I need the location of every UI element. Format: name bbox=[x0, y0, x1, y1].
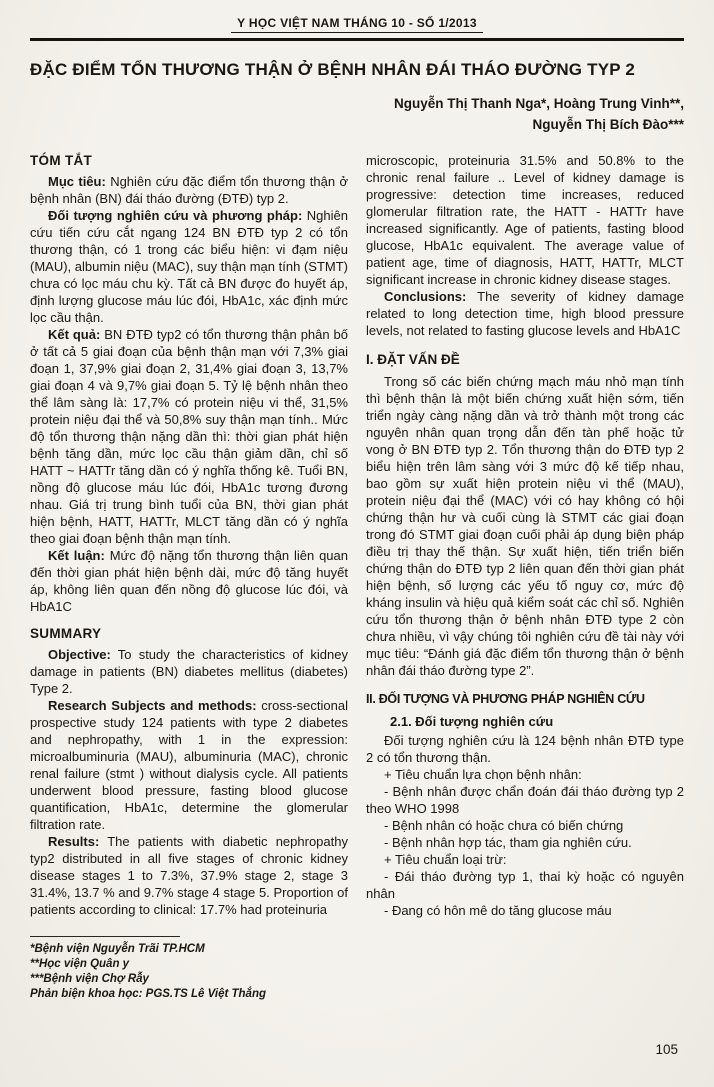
paragraph-text: To study the characteristics of kidney damage in patients (BN) diabetes mellitus (diabetes) Type 2. bbox=[30, 647, 348, 697]
footnote-affiliation-1: *Bệnh viện Nguyễn Trãi TP.HCM bbox=[30, 943, 205, 956]
paragraph-ket-luan bbox=[30, 547, 348, 615]
page-header bbox=[30, 14, 684, 33]
article-title: ĐẶC ĐIỂM TỔN THƯƠNG THẬN Ở BỆNH NHÂN ĐÁI THÁO ĐƯỜNG TYP 2 bbox=[30, 60, 636, 79]
header-rule bbox=[30, 38, 684, 41]
paragraph-summary-continuation: microscopic, proteinuria 31.5% and 50.8% to the chronic renal failure .. Level of kidney damage is progressive: detection time increases, reduced glomerular filtration rate, the HATT - HATTr have increased significantly. Age of patients, fasting blood glucose, HbA1c equivalent. The average value of patient age, time of diagnosis, HATT, HATTr, MLCT significant increase in chronic kidney disease stages. bbox=[366, 153, 684, 288]
list-item-exclusion-header: + Tiêu chuẩn loại trừ: bbox=[384, 852, 507, 868]
paragraph-text: The severity of kidney damage related to long detection time, high blood pressure levels, not related to fasting glucose levels and HbA1C bbox=[366, 289, 684, 339]
list-item-criteria-2: - Bệnh nhân có hoặc chưa có biến chứng bbox=[384, 818, 624, 834]
list-item-criteria-header: + Tiêu chuẩn lựa chọn bệnh nhân: bbox=[384, 767, 582, 783]
paragraph-lead: Objective: bbox=[48, 647, 111, 663]
footnote-review-note: Phản biện khoa học: PGS.TS Lê Việt Thắng bbox=[30, 988, 266, 1001]
paragraph-doi-tuong bbox=[30, 207, 348, 326]
paragraph-text: Mức độ nặng tổn thương thận liên quan đến thời gian phát hiện bệnh dài, mức độ tăng huyết áp, không liên quan đến nồng độ glucose lúc đói, và HbA1C bbox=[30, 548, 348, 615]
paragraph-lead: Results: bbox=[48, 834, 100, 850]
paragraph-ket-qua bbox=[30, 326, 348, 547]
heading-doi-tuong-phuong-phap: II. ĐỐI TƯỢNG VÀ PHƯƠNG PHÁP NGHIÊN CỨU bbox=[366, 692, 645, 707]
right-column bbox=[366, 152, 684, 1002]
page-number: 105 bbox=[655, 1042, 678, 1057]
list-item-criteria-1: - Bệnh nhân được chẩn đoán đái tháo đường typ 2 theo WHO 1998 bbox=[366, 784, 684, 817]
paragraph-muc-tieu bbox=[30, 173, 348, 207]
paragraph-results bbox=[30, 833, 348, 918]
paragraph-text: cross-sectional prospective study 124 patients with type 2 diabetes and nephropathy, with 1 in the expression: microalbuminuria (MAU), albuminuria (MAC), chronic renal failure (stmt ) without dialysis cycle. All patients underwent blood pressure, fasting blood glucose quantification, HbA1c, determine the glomerular filtration rate. bbox=[30, 698, 348, 833]
heading-dat-van-de: I. ĐẶT VẤN ĐỀ bbox=[366, 352, 460, 368]
heading-summary: SUMMARY bbox=[30, 626, 102, 642]
paragraph-text: The patients with diabetic nephropathy typ2 distributed in all five stages of chronic kidney disease stages 1 to 7.3%, 37.9% stage 2, stage 3 31.4%, 13.7 % and 9.7% stage 4 stage 5. Proportion of patients according to clinical: 17.7% had proteinuria bbox=[30, 834, 348, 918]
paragraph-text: Nghiên cứu đặc điểm tổn thương thận ở bệnh nhân (BN) đái tháo đường (ĐTĐ) typ 2. bbox=[30, 174, 348, 207]
paragraph-lead: Mục tiêu: bbox=[48, 174, 106, 190]
paragraph-lead: Conclusions: bbox=[384, 289, 467, 305]
list-item-criteria-3: - Bệnh nhân hợp tác, tham gia nghiên cứu. bbox=[384, 835, 632, 851]
paragraph-lead: Research Subjects and methods: bbox=[48, 698, 257, 714]
paragraph-objective bbox=[30, 646, 348, 697]
paragraph-text: BN ĐTĐ typ2 có tổn thương thận phân bố ở tất cả 5 giai đoạn của bệnh thận mạn với 7,3% giai đoạn 1, 37,9% giai đoạn 2, 31,4% giai đoạn 3, 13,7% giai đoạn 4 và 9,7% giai đoạn 5. Tỷ lệ bệnh nhân theo thể lâm sàng là: 17,7% có protein niệu vi thể, 31,5% protein niệu đại thể và 50,8% suy thận mạn tính.. Mức độ tổn thương thận nặng dần thì: thời gian phát hiện bệnh tăng dần, mức lọc cầu thận giảm dần, chỉ số HATT ~ HATTr tăng dần có ý nghĩa thống kê. Tuổi BN, nồng độ glucose máu lúc đói, HbA1c tương đương nhau. Giá trị trung bình tuổi của BN, thời gian phát hiện bệnh, HATT, HATTr, MLCT tăng dần có ý nghĩa theo giai đoạn bệnh thận mạn tính. bbox=[30, 327, 348, 547]
paragraph-dat-van-de: Trong số các biến chứng mạch máu nhỏ mạn tính thì bệnh thận là một biến chứng xuất hiện sớm, tiến triển ngày càng nặng dần và trở thành một trong các nguyên nhân quan trọng dẫn đến tàn phế hoặc tử vong ở BN ĐTĐ typ 2. Tổn thương thận do ĐTĐ typ 2 biểu hiện trên lâm sàng với 3 mức độ kế tiếp nhau, bao gồm sự xuất hiện protein niệu vi thể (MAU), protein niệu đại thể (MAC) với có hay không có hội chứng thận hư và cuối cùng là STMT các giai đoạn trong đó STMT giai đoạn cuối phải áp dụng biện pháp điều trị thay thế thận. Sự xuất hiện, tiến triển biến chứng thận do ĐTĐ typ 2 liên quan đến thời gian phát hiện bệnh, số lượng các yếu tố nguy cơ, mức độ kháng insulin và hiệu quả kiểm soát các chỉ số. Nghiên cứu tổn thương thận ở bệnh nhân ĐTĐ type 2 còn chưa nhiều, vì vậy chúng tôi nghiên cứu đề tài này với mục tiêu: “Đánh giá đặc điểm tổn thương thận ở bệnh nhân đái tháo đường type 2”. bbox=[366, 374, 684, 679]
authors-line-1: Nguyễn Thị Thanh Nga*, Hoàng Trung Vinh**, bbox=[393, 96, 684, 112]
paragraph-lead: Kết luận: bbox=[48, 548, 105, 564]
paragraph-text: Nghiên cứu tiến cứu cắt ngang 124 BN ĐTĐ typ 2 có tổn thương thận, có 1 trong các biểu hiện: vi đạm niệu (MAU), albumin niệu (MAC), suy thận mạn tính (STMT) chưa có lọc máu chu kỳ. Tất cả BN được đo huyết áp, định lượng glucose máu lúc đói, HbA1c, xác định mức lọc cầu thận. bbox=[30, 208, 348, 326]
two-column-body bbox=[30, 152, 684, 1002]
paragraph-lead: Đối tượng nghiên cứu và phương pháp: bbox=[48, 208, 303, 224]
paragraph-doi-tuong-nghien-cuu: Đối tượng nghiên cứu là 124 bệnh nhân ĐTĐ type 2 có tổn thương thận. bbox=[366, 733, 684, 766]
paragraph-conclusions bbox=[366, 288, 684, 339]
list-item-exclusion-2: - Đang có hôn mê do tăng glucose máu bbox=[384, 903, 612, 919]
journal-header-text: Y HỌC VIỆT NAM THÁNG 10 - SỐ 1/2013 bbox=[231, 16, 483, 33]
footnote-rule bbox=[30, 936, 180, 937]
left-column bbox=[30, 152, 348, 1002]
paragraph-lead: Kết quả: bbox=[48, 327, 101, 343]
authors-line-2: Nguyễn Thị Bích Đào*** bbox=[532, 117, 684, 133]
heading-tom-tat: TÓM TẮT bbox=[30, 153, 93, 169]
subheading-2-1: 2.1. Đối tượng nghiên cứu bbox=[390, 714, 554, 730]
list-item-exclusion-1: - Đái tháo đường typ 1, thai kỳ hoặc có nguyên nhân bbox=[366, 869, 684, 902]
footnote-affiliation-2: **Học viện Quân y bbox=[30, 958, 130, 971]
paragraph-methods bbox=[30, 697, 348, 833]
authors-block bbox=[30, 94, 684, 136]
footnote-affiliation-3: ***Bệnh viện Chợ Rẫy bbox=[30, 973, 149, 986]
footnotes-block bbox=[30, 936, 348, 1002]
